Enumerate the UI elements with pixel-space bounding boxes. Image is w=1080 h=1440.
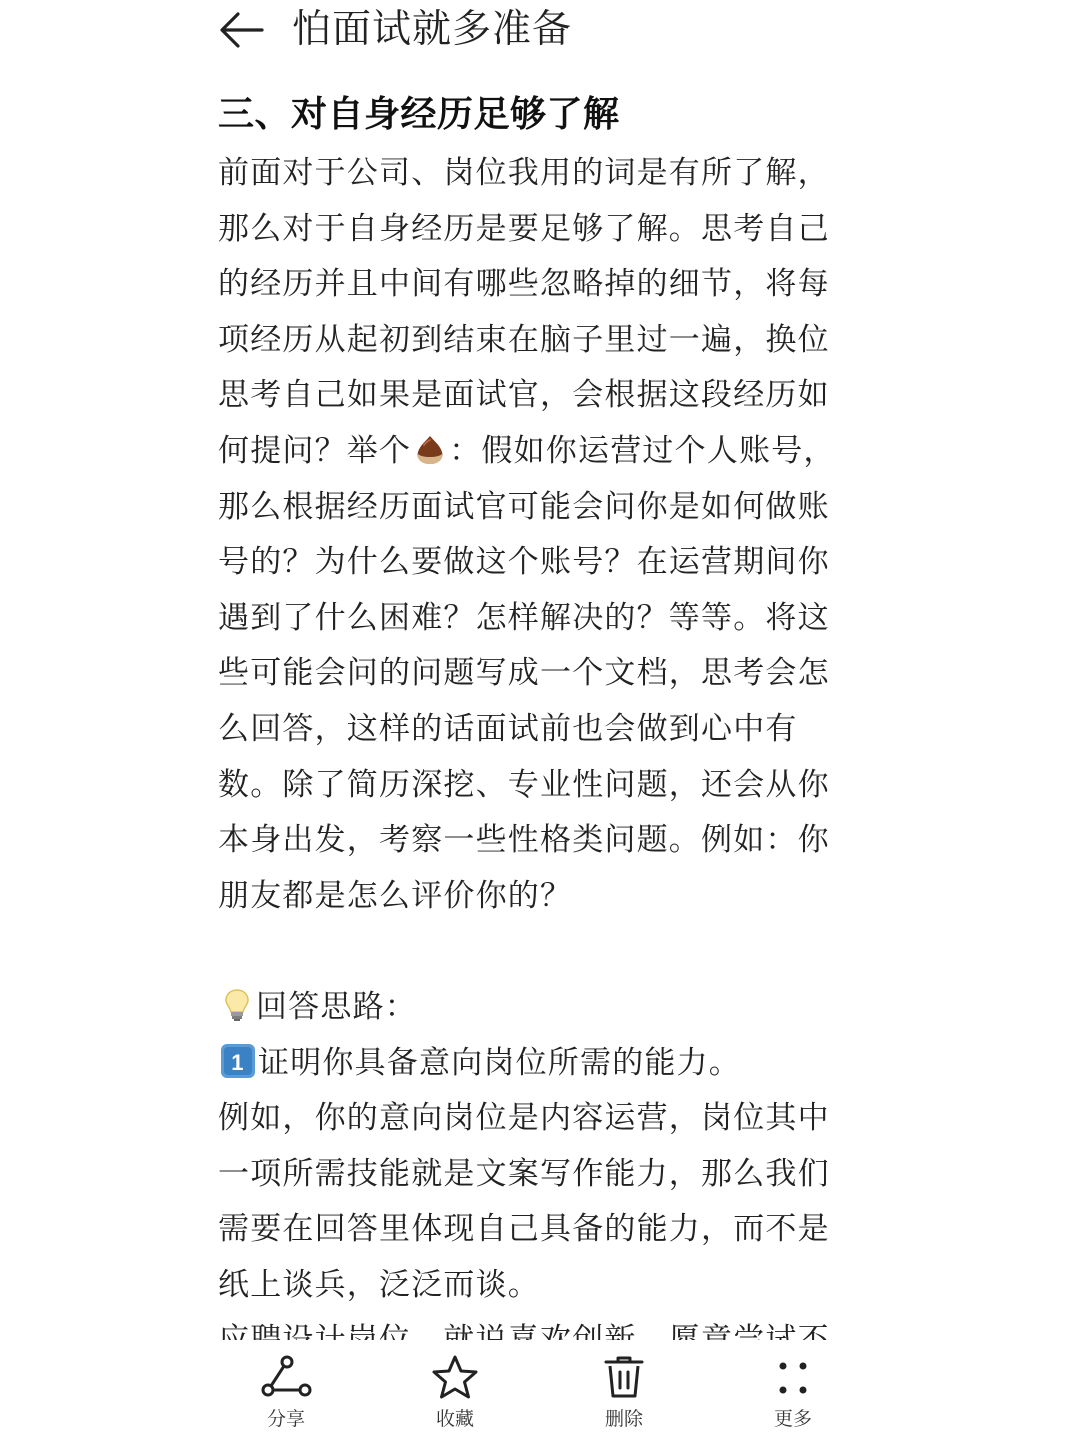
share-icon xyxy=(260,1354,312,1402)
section-heading: 三、对自身经历足够了解 xyxy=(218,94,620,135)
point-text: 证明你具备意向岗位所需的能力。 xyxy=(258,1044,741,1081)
text-line: 遇到了什么困难？怎样解决的？等等。将这 xyxy=(218,599,830,636)
text-line: 思考自己如果是面试官，会根据这段经历如 xyxy=(218,377,830,414)
trash-icon xyxy=(598,1354,650,1402)
favorite-button[interactable] xyxy=(395,1354,515,1434)
page-title: 怕面试就多准备 xyxy=(292,7,573,52)
text-line: 纸上谈兵，泛泛而谈。 xyxy=(218,1266,540,1303)
tip-heading-line xyxy=(218,980,854,1036)
text-line: 需要在回答里体现自己具备的能力，而不是 xyxy=(218,1211,830,1248)
delete-button[interactable] xyxy=(564,1354,684,1434)
text-line-clipped xyxy=(218,1313,854,1339)
text-line: 的经历并且中间有哪些忽略掉的细节，将每 xyxy=(218,266,830,303)
text-line: 项经历从起初到结束在脑子里过一遍，换位 xyxy=(218,321,830,358)
more-dots-icon xyxy=(767,1354,819,1402)
back-button[interactable] xyxy=(214,8,270,52)
text-line: 前面对于公司、岗位我用的词是有所了解， xyxy=(218,155,830,191)
keycap-one-icon xyxy=(220,1042,256,1098)
header-bar xyxy=(0,0,1080,64)
delete-label: 删除 xyxy=(604,1408,643,1430)
share-label: 分享 xyxy=(266,1408,305,1430)
arrow-left-icon xyxy=(214,8,270,52)
text-line: 本身出发，考察一些性格类问题。例如：你 xyxy=(218,822,830,859)
more-button[interactable] xyxy=(733,1354,853,1434)
tip-heading: 回答思路： xyxy=(256,988,417,1025)
star-icon xyxy=(429,1354,481,1402)
point-line xyxy=(218,1036,854,1092)
bottom-action-bar xyxy=(0,1340,1080,1440)
text-line: 那么对于自身经历是要足够了解。思考自己 xyxy=(218,210,830,247)
share-button[interactable] xyxy=(226,1354,346,1434)
chestnut-icon xyxy=(413,430,447,486)
text-line: 朋友都是怎么评价你的？ xyxy=(218,877,573,914)
text-line: 号的？为什么要做这个账号？在运营期间你 xyxy=(218,544,830,581)
favorite-label: 收藏 xyxy=(435,1408,474,1430)
lightbulb-icon xyxy=(220,986,254,1042)
text-line: 些可能会问的问题写成一个文档，思考会怎 xyxy=(218,655,830,692)
example-text-before: 何提问？举个 xyxy=(218,432,412,469)
paragraph-spacer xyxy=(218,924,854,980)
text-line: 数。除了简历深挖、专业性问题，还会从你 xyxy=(218,766,830,803)
example-text-after: ：假如你运营过个人账号， xyxy=(449,432,836,469)
example-line xyxy=(218,424,854,480)
text-line: 例如，你的意向岗位是内容运营，岗位其中 xyxy=(218,1100,830,1137)
article-body xyxy=(218,84,854,1336)
more-label: 更多 xyxy=(773,1408,812,1430)
text-line: 么回答，这样的话面试前也会做到心中有 xyxy=(218,710,798,747)
keycap-number: 1 xyxy=(231,1049,245,1075)
text-line: 那么根据经历面试官可能会问你是如何做账 xyxy=(218,488,830,525)
text-line: 一项所需技能就是文案写作能力，那么我们 xyxy=(218,1155,830,1192)
